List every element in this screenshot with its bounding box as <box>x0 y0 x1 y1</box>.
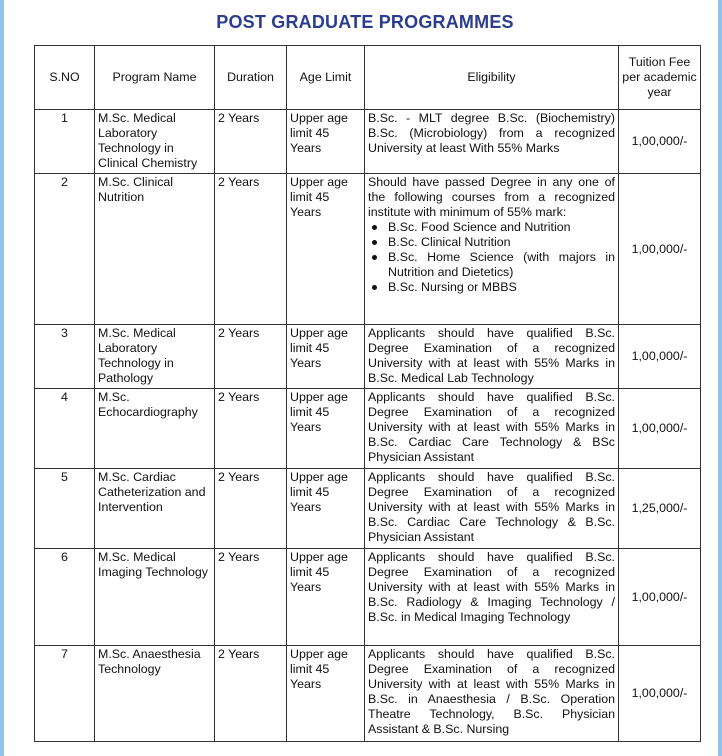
table-row <box>35 549 701 646</box>
cell-duration: 2 Years <box>215 469 287 549</box>
cell-fee: 1,00,000/- <box>619 389 701 469</box>
table-row <box>35 389 701 469</box>
cell-fee: 1,00,000/- <box>619 110 701 174</box>
table-row <box>35 646 701 742</box>
cell-sno: 2 <box>35 174 95 325</box>
cell-eligibility: Applicants should have qualified B.Sc. Degree Examination of a recognized University with at least with 55% Marks in B.Sc. in Anaesthesia / B.Sc. Operation Theatre Technology, B.Sc. Physician Assistant & B.Sc. Nursing <box>365 646 619 742</box>
cell-sno: 7 <box>35 646 95 742</box>
cell-eligibility: Applicants should have qualified B.Sc. Degree Examination of a recognized University with at least with 55% Marks in B.Sc. Cardiac Care Technology & BSc Physician Assistant <box>365 389 619 469</box>
cell-duration: 2 Years <box>215 174 287 325</box>
cell-eligibility: B.Sc. - MLT degree B.Sc. (Biochemistry) B.Sc. (Microbiology) from a recognized University at least With 55% Marks <box>365 110 619 174</box>
cell-duration: 2 Years <box>215 549 287 646</box>
cell-program: M.Sc. Medical Laboratory Technology in Clinical Chemistry <box>95 110 215 174</box>
table-row <box>35 110 701 174</box>
header-fee: Tuition Fee per academic year <box>619 46 701 110</box>
header-program: Program Name <box>95 46 215 110</box>
cell-duration: 2 Years <box>215 646 287 742</box>
cell-sno: 5 <box>35 469 95 549</box>
cell-program: M.Sc. Medical Imaging Technology <box>95 549 215 646</box>
cell-sno: 4 <box>35 389 95 469</box>
programmes-table <box>34 45 701 742</box>
list-item: B.Sc. Home Science (with majors in Nutrition and Dietetics) <box>384 250 615 280</box>
table-row <box>35 174 701 325</box>
cell-program: M.Sc. Cardiac Catheterization and Intervention <box>95 469 215 549</box>
table-row <box>35 325 701 389</box>
cell-sno: 6 <box>35 549 95 646</box>
cell-age: Upper age limit 45 Years <box>287 110 365 174</box>
eligibility-list <box>368 220 615 295</box>
cell-program: M.Sc. Echocardiography <box>95 389 215 469</box>
cell-age: Upper age limit 45 Years <box>287 389 365 469</box>
cell-eligibility: Applicants should have qualified B.Sc. Degree Examination of a recognized University with at least with 55% Marks in B.Sc. Medical Lab Technology <box>365 325 619 389</box>
cell-age: Upper age limit 45 Years <box>287 549 365 646</box>
cell-duration: 2 Years <box>215 325 287 389</box>
cell-eligibility <box>365 174 619 325</box>
eligibility-intro: Should have passed Degree in any one of the following courses from a recognized institute with minimum of 55% mark: <box>368 175 615 219</box>
cell-fee: 1,25,000/- <box>619 469 701 549</box>
table-row <box>35 469 701 549</box>
list-item: B.Sc. Nursing or MBBS <box>384 280 615 295</box>
page-title: POST GRADUATE PROGRAMMES <box>216 12 514 32</box>
cell-fee: 1,00,000/- <box>619 174 701 325</box>
cell-fee: 1,00,000/- <box>619 325 701 389</box>
list-item: B.Sc. Clinical Nutrition <box>384 235 615 250</box>
cell-program: M.Sc. Medical Laboratory Technology in Pathology <box>95 325 215 389</box>
header-duration: Duration <box>215 46 287 110</box>
cell-age: Upper age limit 45 Years <box>287 646 365 742</box>
table-header-row <box>35 46 701 110</box>
cell-program: M.Sc. Clinical Nutrition <box>95 174 215 325</box>
cell-program: M.Sc. Anaesthesia Technology <box>95 646 215 742</box>
header-eligibility: Eligibility <box>365 46 619 110</box>
cell-fee: 1,00,000/- <box>619 549 701 646</box>
cell-sno: 3 <box>35 325 95 389</box>
list-item: B.Sc. Food Science and Nutrition <box>384 220 615 235</box>
cell-sno: 1 <box>35 110 95 174</box>
cell-duration: 2 Years <box>215 110 287 174</box>
cell-eligibility: Applicants should have qualified B.Sc. Degree Examination of a recognized University with at least with 55% Marks in B.Sc. Cardiac Care Technology & B.Sc. Physician Assistant <box>365 469 619 549</box>
header-sno: S.NO <box>35 46 95 110</box>
cell-age: Upper age limit 45 Years <box>287 325 365 389</box>
cell-duration: 2 Years <box>215 389 287 469</box>
cell-age: Upper age limit 45 Years <box>287 174 365 325</box>
cell-age: Upper age limit 45 Years <box>287 469 365 549</box>
cell-eligibility: Applicants should have qualified B.Sc. Degree Examination of a recognized University with at least with 55% Marks in B.Sc. Radiology & Imaging Technology / B.Sc. in Medical Imaging Technology <box>365 549 619 646</box>
cell-fee: 1,00,000/- <box>619 646 701 742</box>
header-age: Age Limit <box>287 46 365 110</box>
